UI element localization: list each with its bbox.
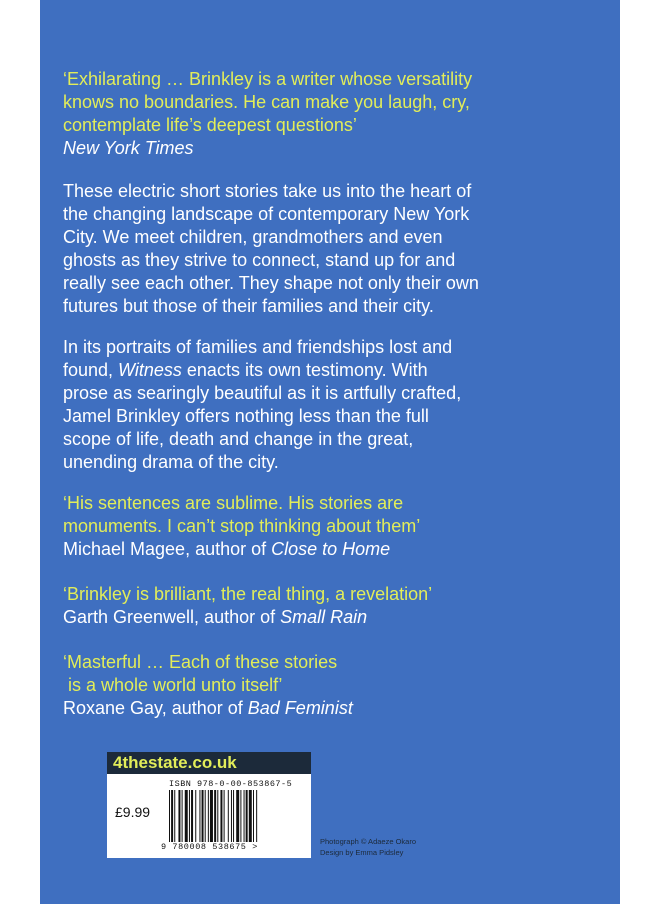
price-label: £9.99 <box>115 804 151 820</box>
quote-attribution <box>63 606 533 629</box>
quote-line: ‘His sentences are sublime. His stories are <box>63 493 404 513</box>
attribution-book-title: Bad Feminist <box>247 698 353 718</box>
photo-credit: Photograph © Adaeze Okaro <box>320 837 417 846</box>
attribution-author: Garth Greenwell, author of <box>63 607 281 627</box>
blurb-line-rest: enacts its own testimony. With <box>181 360 428 380</box>
barcode-panel <box>107 752 311 858</box>
blurb-line: Jamel Brinkley offers nothing less than the full <box>63 406 429 426</box>
book-blurb <box>63 180 533 474</box>
attribution-book-title: Close to Home <box>271 539 391 559</box>
design-credit: Design by Emma Pidsley <box>320 848 404 857</box>
review-quote-new-york-times <box>63 68 533 160</box>
quote-line: ‘Masterful … Each of these stories <box>63 652 338 672</box>
attribution-author: Michael Magee, author of <box>63 539 272 559</box>
blurb-line: prose as searingly beautiful as it is artfully crafted, <box>63 383 462 403</box>
quote-attribution <box>63 697 533 720</box>
quote-line: knows no boundaries. He can make you laugh, cry, <box>63 92 470 112</box>
quote-line: ‘Exhilarating … Brinkley is a writer whose versatility <box>63 69 473 89</box>
review-quote-garth-greenwell <box>63 583 533 629</box>
blurb-line: ghosts as they strive to connect, stand up for and <box>63 250 456 270</box>
review-quote-michael-magee <box>63 492 533 561</box>
blurb-line: These electric short stories take us into the heart of <box>63 181 472 201</box>
credits <box>320 836 416 858</box>
attribution-book-title: Small Rain <box>280 607 368 627</box>
blurb-line: unending drama of the city. <box>63 452 279 472</box>
quote-source: New York Times <box>63 138 194 158</box>
blurb-line: scope of life, death and change in the great, <box>63 429 414 449</box>
quote-line: contemplate life’s deepest questions’ <box>63 115 357 135</box>
quote-attribution <box>63 538 533 561</box>
isbn-number: ISBN 978-0-00-853867-5 <box>169 779 293 789</box>
publisher-website: 4thestate.co.uk <box>107 752 311 774</box>
quote-line: ‘Brinkley is brilliant, the real thing, a revelation’ <box>63 584 433 604</box>
blurb-line: futures but those of their families and their city. <box>63 296 434 316</box>
blurb-line: the changing landscape of contemporary New York <box>63 204 470 224</box>
blurb-paragraph-1 <box>63 180 533 318</box>
quote-line: monuments. I can’t stop thinking about them’ <box>63 516 421 536</box>
blurb-line: In its portraits of families and friendships lost and <box>63 337 453 357</box>
attribution-author: Roxane Gay, author of <box>63 698 248 718</box>
cover-content <box>63 68 533 720</box>
blurb-line-prefix: found, <box>63 360 119 380</box>
quote-line: is a whole world unto itself’ <box>63 675 283 695</box>
review-quote-roxane-gay <box>63 651 533 720</box>
blurb-line: City. We meet children, grandmothers and even <box>63 227 443 247</box>
blurb-paragraph-2 <box>63 336 533 474</box>
blurb-line: really see each other. They shape not only their own <box>63 273 479 293</box>
barcode-digits: 9 780008 538675 > <box>161 842 258 852</box>
barcode-bars <box>169 790 307 842</box>
book-title-witness: Witness <box>118 360 182 380</box>
